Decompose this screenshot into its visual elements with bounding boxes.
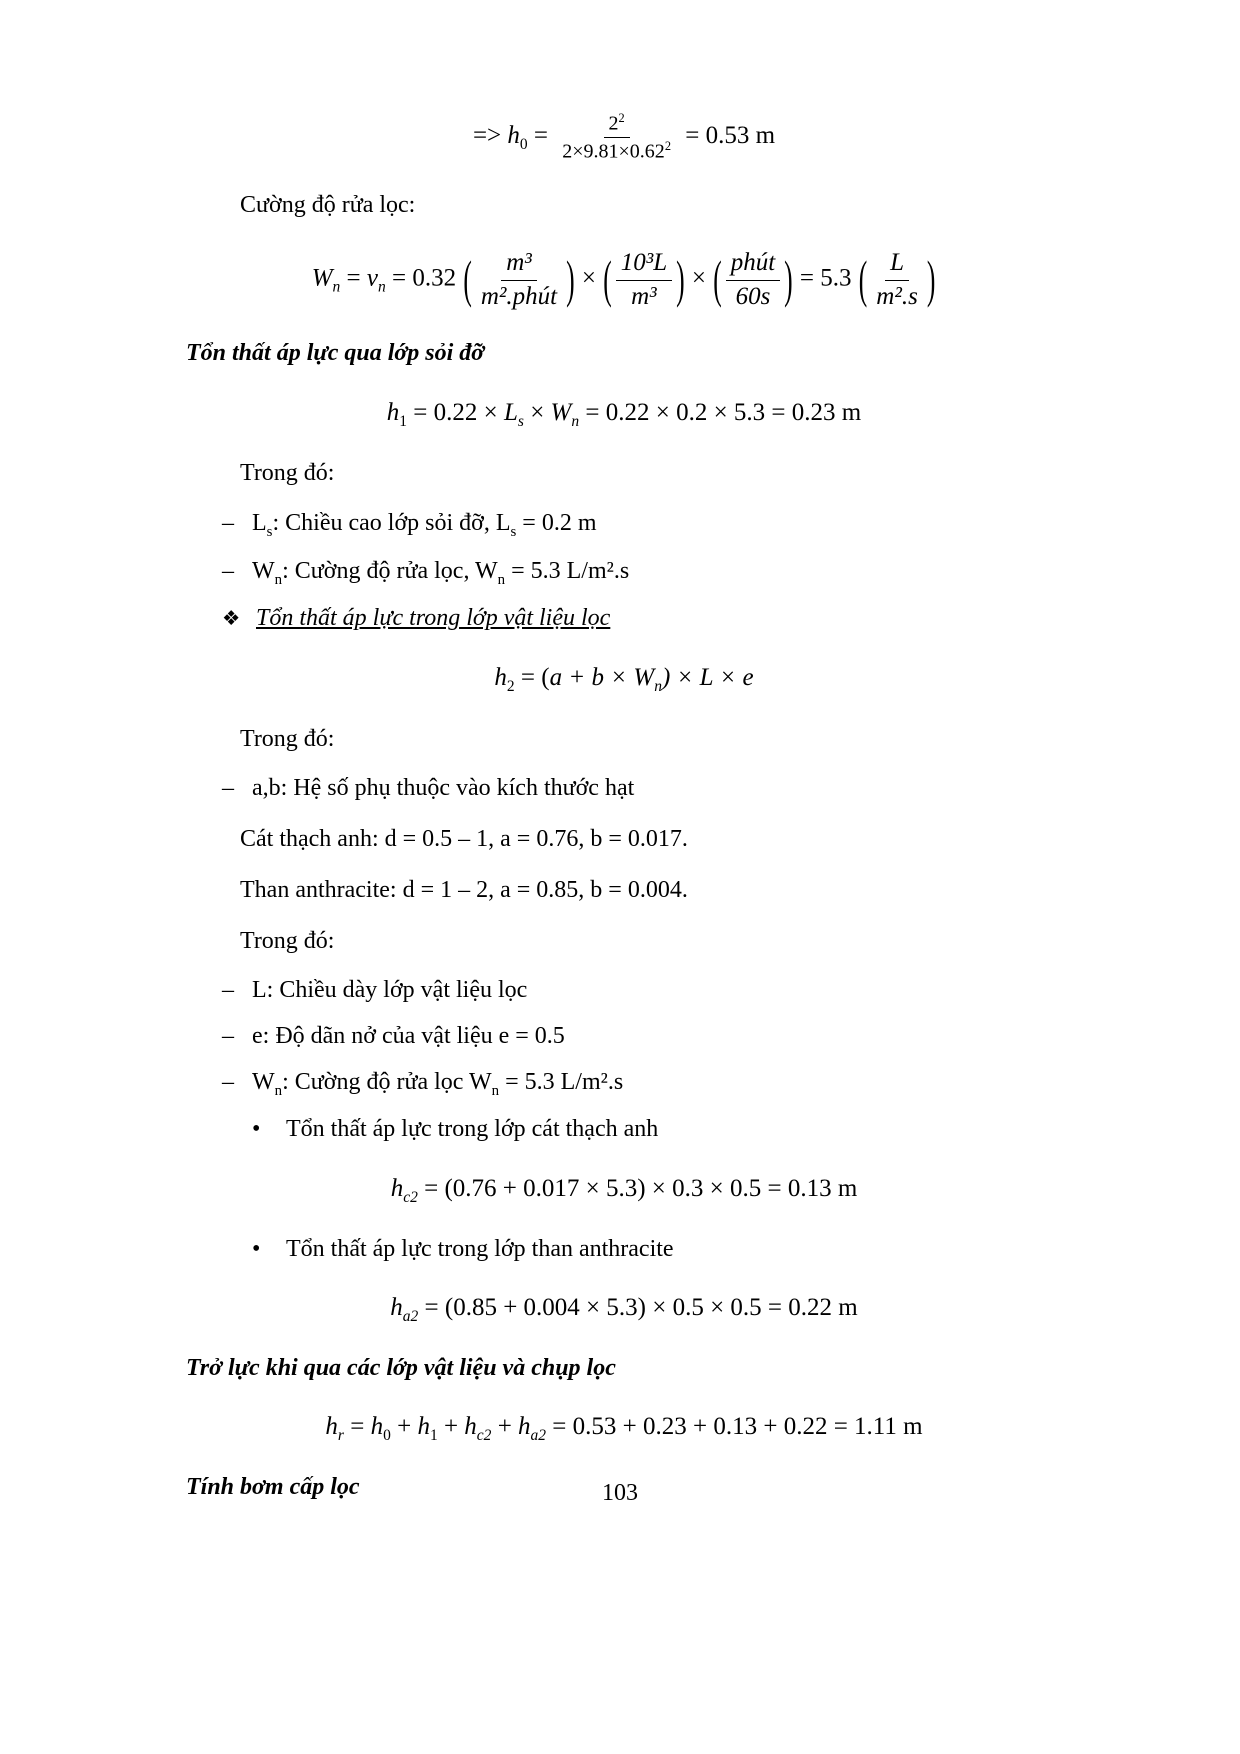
fraction-wn-3: $\frac{\text{phút}}{60s}$ xyxy=(726,247,780,313)
formula-h0-result: = 0.53 m xyxy=(685,121,776,149)
list-item-wn-2 xyxy=(186,1066,1062,1102)
bullet-item-than xyxy=(186,1233,1062,1267)
heading-tinh-bom: Tính bơm cấp lọc xyxy=(186,1474,360,1501)
formula-hc2-result: = (0.76 + 0.017 × 5.3) × 0.3 × 0.5 = 0.13 m xyxy=(424,1174,858,1202)
dash-bullet: – xyxy=(222,977,234,1004)
right-paren: ) xyxy=(926,249,936,310)
formula-h2: $h_2 = (a + b \times W_n) \times L \times e$ xyxy=(494,664,754,695)
fraction-wn-1: $\frac{\text{m³}}{\text{m².phút}}$ xyxy=(480,249,558,310)
list-item-ab xyxy=(186,772,1062,806)
round-bullet: • xyxy=(252,1235,261,1262)
formula-wn: $W_n = v_n = 0.32$ ( $\frac{\text{m³}}{\text{m².phút}}$ ) × ( $\frac{\text{10³L}}{\text{m³}}$ ) × ( $\frac{\text{phút}}{60s}$ ) = 5.3 ( $\frac{L}{\text{m².s}}$ ) xyxy=(186,247,1062,313)
heading-ton-that-vat-lieu: Tổn thất áp lực trong lớp vật liệu lọc xyxy=(256,605,611,632)
round-bullet: • xyxy=(252,1116,261,1143)
formula-hc2: $h_{c2} = (0.76 + 0.017 \times 5.3) \times 0.3 \times 0.5 = 0.13$ m xyxy=(390,1174,858,1206)
page-number: 103 xyxy=(602,1480,638,1506)
var-h1: h xyxy=(386,398,400,426)
var-ls: L xyxy=(503,398,518,426)
label-trong-do-2: Trong đó: xyxy=(240,725,335,752)
left-paren: ( xyxy=(858,249,868,310)
left-paren: ( xyxy=(713,249,722,310)
var-h0: h xyxy=(507,121,520,149)
bullet-item-than-text: Tổn thất áp lực trong lớp than anthracite xyxy=(286,1235,674,1262)
formula-h1: $h_1 = 0.22 \times L_s \times W_n = 0.22 \times 0.2 \times 5.3 = 0.23$ m xyxy=(386,398,862,430)
list-item-wn xyxy=(186,555,1062,591)
dash-bullet: – xyxy=(222,1023,234,1050)
left-paren: ( xyxy=(463,249,472,310)
dash-bullet: – xyxy=(222,775,234,802)
dash-bullet: – xyxy=(222,1068,234,1095)
var-vn: v xyxy=(366,264,378,292)
list-item-ls-text: $L_s$: Chiều cao lớp sỏi đỡ, $L_s = 0.2$ m xyxy=(252,510,597,540)
right-paren: ) xyxy=(566,249,575,310)
formula-ha2: $h_{a2} = (0.85 + 0.004 \times 5.3) \times 0.5 \times 0.5 = 0.22$ m xyxy=(390,1294,858,1326)
list-item-ls xyxy=(186,507,1062,543)
formula-ha2-result: = (0.85 + 0.004 × 5.3) × 0.5 × 0.5 = 0.22 m xyxy=(424,1294,858,1322)
fraction-h0: $\frac{2^2}{2\times 9.81\times 0.62^2}$ xyxy=(562,111,672,163)
fraction-wn-2: $\frac{\text{10³L}}{\text{m³}}$ xyxy=(616,247,672,313)
formula-arrow: => xyxy=(472,121,502,149)
formula-h0: => $h_0$ = $\frac{2^2}{2\times 9.81\times 0.62^2}$ = 0.53 m xyxy=(472,111,776,163)
list-item-e-text: e: Độ dãn nở của vật liệu e = 0.5 xyxy=(252,1023,565,1050)
label-trong-do-3: Trong đó: xyxy=(240,927,335,954)
list-item-wn-2-text: $W_n$: Cường độ rửa lọc $W_n = 5.3$ L/m².s xyxy=(252,1068,624,1099)
line-than-anthracite: Than anthracite: d = 1 – 2, a = 0.85, b = 0.004. xyxy=(240,876,688,903)
list-item-ab-text: a,b: Hệ số phụ thuộc vào kích thước hạt xyxy=(252,775,635,802)
var-wn: W xyxy=(311,264,333,292)
formula-h1-result: = 0.22 × 0.2 × 5.3 = 0.23 m xyxy=(585,398,862,426)
var-h2: h xyxy=(494,664,507,691)
right-paren: ) xyxy=(784,249,793,310)
var-hr: h xyxy=(325,1413,338,1441)
bullet-item-cat-text: Tổn thất áp lực trong lớp cát thạch anh xyxy=(286,1116,659,1143)
list-item-l-text: L: Chiều dày lớp vật liệu lọc xyxy=(252,977,528,1004)
formula-hr-result: = 0.53 + 0.23 + 0.13 + 0.22 = 1.11 m xyxy=(552,1413,923,1441)
list-item-l xyxy=(186,974,1062,1008)
dash-bullet: – xyxy=(222,557,234,584)
label-trong-do-1: Trong đó: xyxy=(240,460,335,487)
heading-ton-that-soi-do: Tổn thất áp lực qua lớp sỏi đỡ xyxy=(186,340,485,367)
label-cuong-do-rua-loc: Cường độ rửa lọc: xyxy=(240,192,416,219)
list-item-e xyxy=(186,1020,1062,1054)
right-paren: ) xyxy=(676,249,685,310)
list-item-vat-lieu-loc xyxy=(186,602,1062,636)
heading-tro-luc: Trở lực khi qua các lớp vật liệu và chụp lọc xyxy=(186,1354,616,1381)
formula-hr: $h_r = h_0 + h_1 + h_{c2} + h_{a2} = 0.53 + 0.23 + 0.13 + 0.22 = 1.11$ m xyxy=(325,1413,923,1445)
list-item-wn-text: $W_n$: Cường độ rửa lọc, $W_n = 5.3$ L/m².s xyxy=(252,557,630,588)
var-ha2: h xyxy=(390,1294,403,1322)
var-hc2: h xyxy=(390,1174,404,1202)
diamond-bullet: ❖ xyxy=(222,606,241,631)
bullet-item-cat xyxy=(186,1113,1062,1147)
var-wn: W xyxy=(633,664,655,691)
line-cat-thach-anh: Cát thạch anh: d = 0.5 – 1, a = 0.76, b = 0.017. xyxy=(240,826,688,853)
dash-bullet: – xyxy=(222,510,234,537)
left-paren: ( xyxy=(603,249,612,310)
fraction-wn-4: $\frac{L}{\text{m².s}}$ xyxy=(876,249,918,310)
var-wn: W xyxy=(550,398,572,426)
